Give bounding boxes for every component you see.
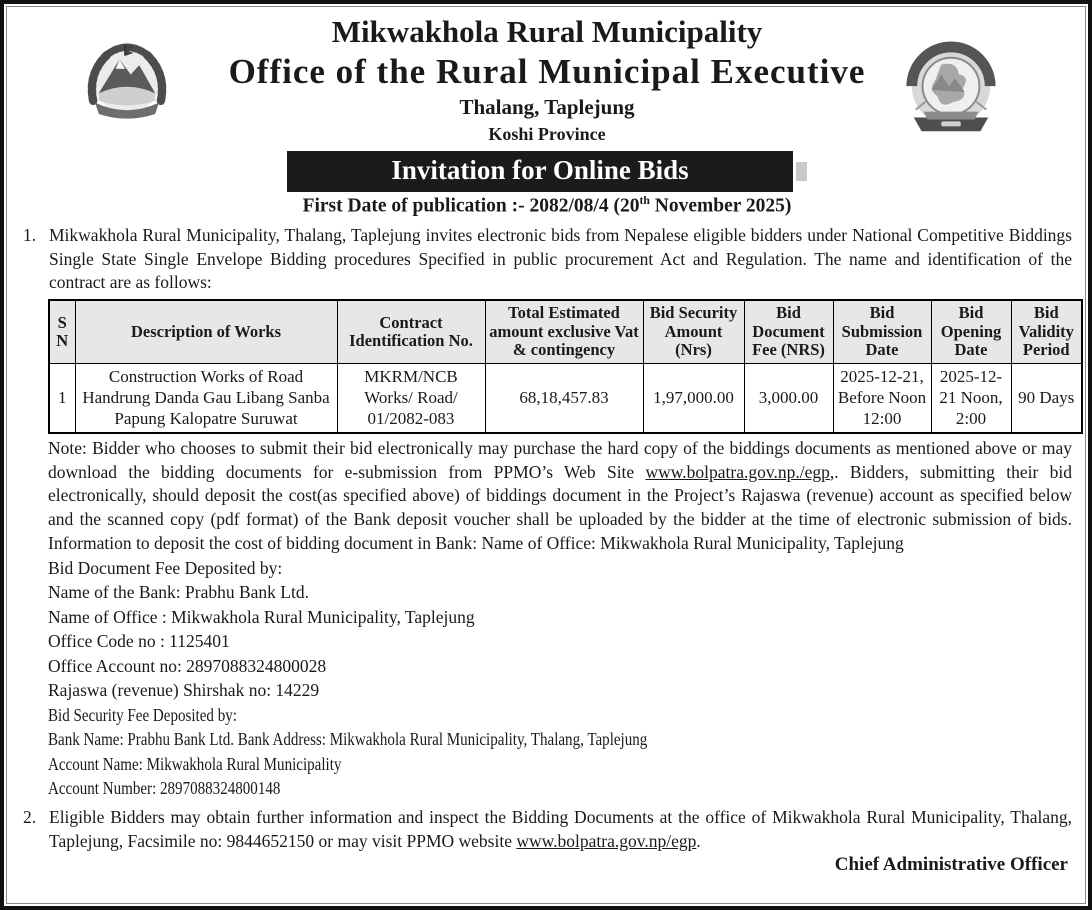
cell-contract-id: MKRM/NCB Works/ Road/ 01/2082-083 [337, 363, 485, 433]
item2-number: 2. [23, 806, 37, 827]
notice-title-banner: Invitation for Online Bids [287, 151, 793, 192]
office-location: Thalang, Taplejung [459, 95, 635, 120]
item2-text-part1: Eligible Bidders may obtain further information and inspect the Bidding Documents at the office of Mikwakhola Rural Municipality, Thalang, Taplejung, Facsimile no: 9844652150 or may visit PPMO website [49, 806, 1072, 851]
cell-submission-date: 2025-12-21, Before Noon 12:00 [833, 363, 931, 433]
item2-text-part2: . [696, 830, 701, 851]
bank-detail-line: Rajaswa (revenue) Shirshak no: 14229 [48, 680, 320, 701]
bank-details [22, 556, 1072, 801]
publication-date-part2: November 2025) [649, 195, 792, 217]
item2-text [49, 806, 1072, 854]
bank-detail-line: Account Name: Mikwakhola Rural Municipality [48, 753, 342, 774]
signature-title: Chief Administrative Officer [834, 854, 1068, 876]
item1-number: 1. [23, 224, 37, 245]
col-header-estimated-amount: Total Estimated amount exclusive Vat & contingency [485, 300, 643, 363]
publication-date-part1: First Date of publication :- 2082/08/4 (20 [302, 195, 640, 217]
table-row [49, 363, 1082, 433]
bank-detail-line: Office Account no: 2897088324800028 [48, 655, 327, 676]
ppmo-website-link[interactable]: www.bolpatra.gov.np./egp [645, 461, 830, 482]
province-name: Koshi Province [488, 124, 606, 145]
col-header-contract-id: Contract Identification No. [337, 300, 485, 363]
cell-document-fee: 3,000.00 [744, 363, 833, 433]
col-header-description: Description of Works [75, 300, 337, 363]
col-header-submission-date: Bid Submission Date [833, 300, 931, 363]
cell-bid-security: 1,97,000.00 [643, 363, 744, 433]
publication-date-ordinal: th [639, 194, 650, 207]
nepal-emblem-logo [80, 35, 174, 134]
office-title: Office of the Rural Municipal Executive [228, 51, 866, 91]
list-item-2 [22, 806, 1072, 854]
col-header-opening-date: Bid Opening Date [931, 300, 1011, 363]
document-inner-frame [6, 6, 1086, 904]
municipality-seal-logo [902, 41, 1000, 150]
note-paragraph [48, 437, 1072, 556]
banner-row [22, 151, 1072, 192]
letterhead [22, 13, 1072, 219]
note-text-part1: Note: Bidder who chooses to submit their bid electronically may purchase the hard copy of the biddings documents as mentioned above or may download the bidding documents for e-submission from PPMO’s Web Site [48, 437, 1072, 482]
col-header-validity: Bid Validity Period [1011, 300, 1082, 363]
banner-shadow [796, 162, 807, 181]
col-header-bid-security: Bid Security Amount (Nrs) [643, 300, 744, 363]
bank-detail-line: Name of Office : Mikwakhola Rural Municipality, Taplejung [48, 606, 475, 627]
cell-estimated-amount: 68,18,457.83 [485, 363, 643, 433]
cell-opening-date: 2025-12-21 Noon, 2:00 [931, 363, 1011, 433]
list-item-1 [22, 224, 1072, 295]
bank-detail-line: Office Code no : 1125401 [48, 631, 230, 652]
bank-detail-line: Bid Security Fee Deposited by: [48, 704, 237, 725]
bank-detail-line: Bid Document Fee Deposited by: [48, 557, 283, 578]
col-header-sn: S N [49, 300, 75, 363]
bank-detail-line: Account Number: 2897088324800148 [48, 778, 281, 799]
item1-text: Mikwakhola Rural Municipality, Thalang, Taplejung invites electronic bids from Nepalese eligible bidders under National Competitive Biddings Single State Single Envelope Bidding procedures Specified in public procurement Act and Regulation. The name and identification of the contract are as follows: [49, 224, 1072, 293]
note-text-part2: ,. Bidders, submitting their bid electronically, should deposit the cost(as specified above) of biddings document in the Project’s Rajaswa (revenue) account as specified below and the scanned copy (pdf format) of the Bank deposit voucher shall be uploaded by the bidder at the time of electronic submission of bids. Information to deposit the cost of bidding document in Bank: Name of Office: Mikwakhola Rural Municipality, Taplejung [48, 461, 1072, 554]
cell-sn: 1 [49, 363, 75, 433]
cell-description: Construction Works of Road Handrung Danda Gau Libang Sanba Papung Kalopatre Suruwat [75, 363, 337, 433]
bank-detail-line: Bank Name: Prabhu Bank Ltd. Bank Address: Mikwakhola Rural Municipality, Thalang, Taplejung [48, 729, 648, 750]
contracts-table [48, 299, 1083, 434]
col-header-document-fee: Bid Document Fee (NRS) [744, 300, 833, 363]
table-header-row [49, 300, 1082, 363]
ppmo-website-link-2[interactable]: www.bolpatra.gov.np/egp [516, 830, 697, 851]
publication-date-line [22, 194, 1072, 219]
cell-validity: 90 Days [1011, 363, 1082, 433]
org-title: Mikwakhola Rural Municipality [331, 14, 763, 49]
bank-detail-line: Name of the Bank: Prabhu Bank Ltd. [48, 582, 309, 603]
